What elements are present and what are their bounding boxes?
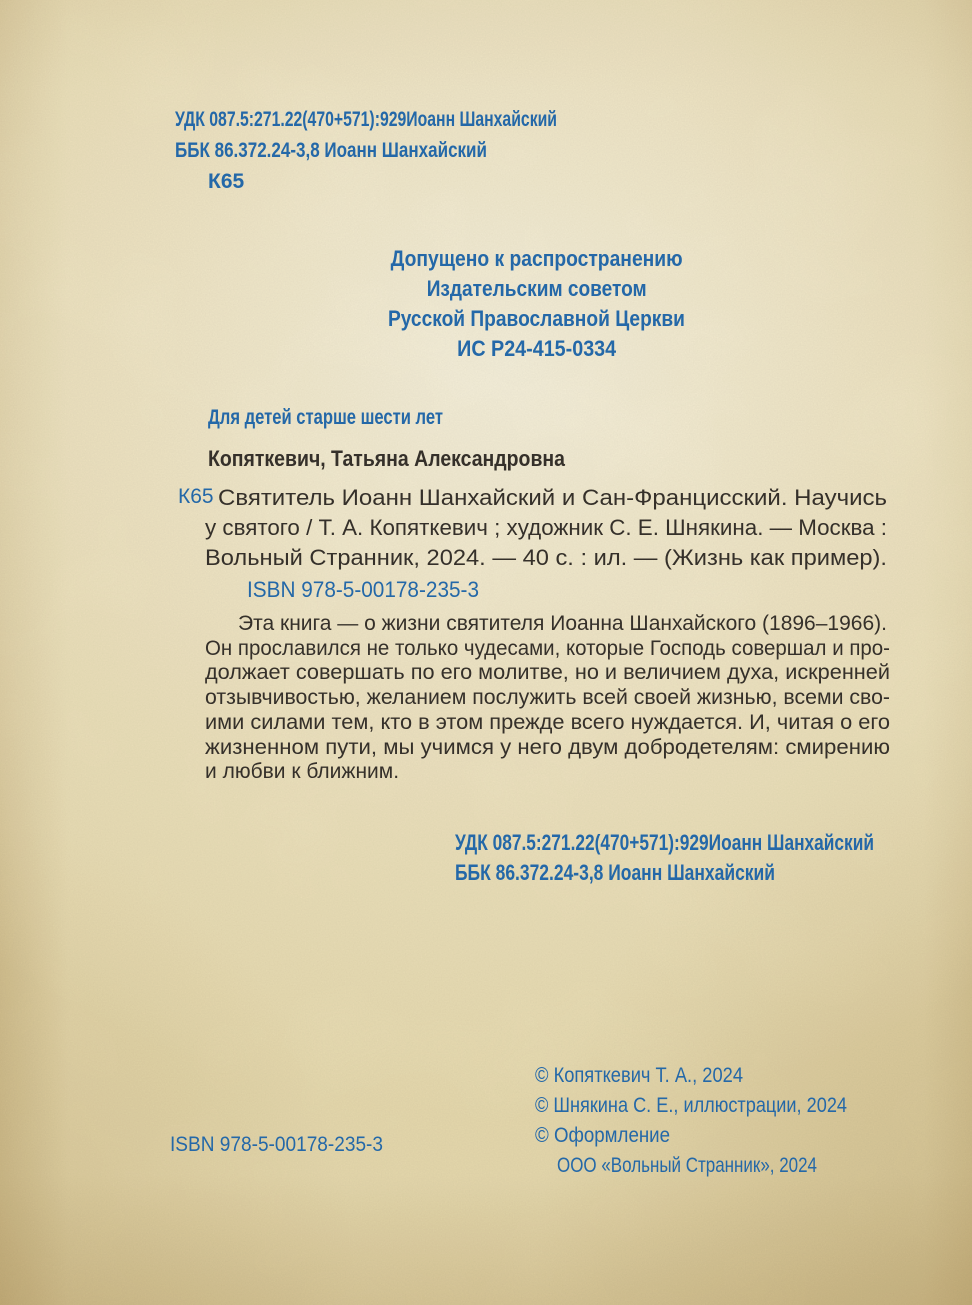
- copyright-block: [535, 1061, 896, 1181]
- author-sign-code: К65: [208, 170, 245, 193]
- bbk-bottom-line: ББК 86.372.24-3,8 Иоанн Шанхайский: [455, 860, 775, 885]
- annotation-line: жизненном пути, мы учимся у него двум добродетелям: смирению: [205, 735, 890, 759]
- copyright-line: © Шнякина С. Е., иллюстрации, 2024: [535, 1094, 847, 1117]
- annotation-line: ими силами тем, кто в этом прежде всего нуждается. И, читая о его: [205, 710, 890, 734]
- catalog-line: Вольный Странник, 2024. — 40 с. : ил. — (Жизнь как пример).: [205, 545, 887, 570]
- udk-top-line: УДК 087.5:271.22(470+571):929Иоанн Шанхайский: [175, 108, 557, 131]
- classification-top-block: [175, 104, 683, 197]
- isbn-bottom: ISBN 978-5-00178-235-3: [170, 1133, 383, 1156]
- catalog-line: Святитель Иоанн Шанхайский и Сан-Францисский. Научись: [218, 485, 887, 510]
- copyright-publisher-line: ООО «Вольный Странник», 2024: [557, 1154, 817, 1177]
- approval-line: Допущено к распространению: [390, 246, 683, 271]
- approval-line: Издательским советом: [426, 276, 647, 301]
- annotation-line: Он прославился не только чудесами, которые Господь совершал и про-: [205, 636, 890, 660]
- copyright-line: © Копяткевич Т. А., 2024: [535, 1064, 743, 1087]
- approval-imprimatur-number: ИС Р24-415-0334: [456, 336, 616, 361]
- catalog-line: у святого / Т. А. Копяткевич ; художник С. Е. Шнякина. — Москва :: [205, 515, 887, 540]
- copyright-line: © Оформление: [535, 1124, 670, 1147]
- catalog-entry-block: [205, 483, 887, 573]
- annotation-line: и любви к ближним.: [205, 760, 400, 784]
- isbn-mid: ISBN 978-5-00178-235-3: [247, 577, 479, 602]
- udk-bottom-line: УДК 087.5:271.22(470+571):929Иоанн Шанхайский: [455, 830, 874, 855]
- author-heading: Копяткевич, Татьяна Александровна: [208, 446, 565, 471]
- annotation-line: отзывчивостью, желанием послужить всей своей жизнью, всеми сво-: [205, 686, 890, 710]
- classification-bottom-block: [455, 828, 972, 888]
- age-note: Для детей старше шести лет: [208, 406, 443, 429]
- annotation-line: Эта книга — о жизни святителя Иоанна Шанхайского (1896–1966).: [238, 612, 887, 635]
- annotation-line: должает совершать по его молитве, но и величием духа, искренней: [205, 661, 891, 685]
- age-note-block: [208, 406, 506, 430]
- isbn-mid-block: [247, 577, 493, 603]
- annotation-block: [205, 612, 890, 785]
- bbk-top-line: ББК 86.372.24-3,8 Иоанн Шанхайский: [175, 139, 487, 162]
- approval-line: Русской Православной Церкви: [388, 306, 685, 331]
- isbn-bottom-block: [170, 1133, 405, 1157]
- author-heading-block: [208, 446, 611, 472]
- approval-block: [170, 244, 903, 364]
- catalog-code: К65: [178, 485, 214, 508]
